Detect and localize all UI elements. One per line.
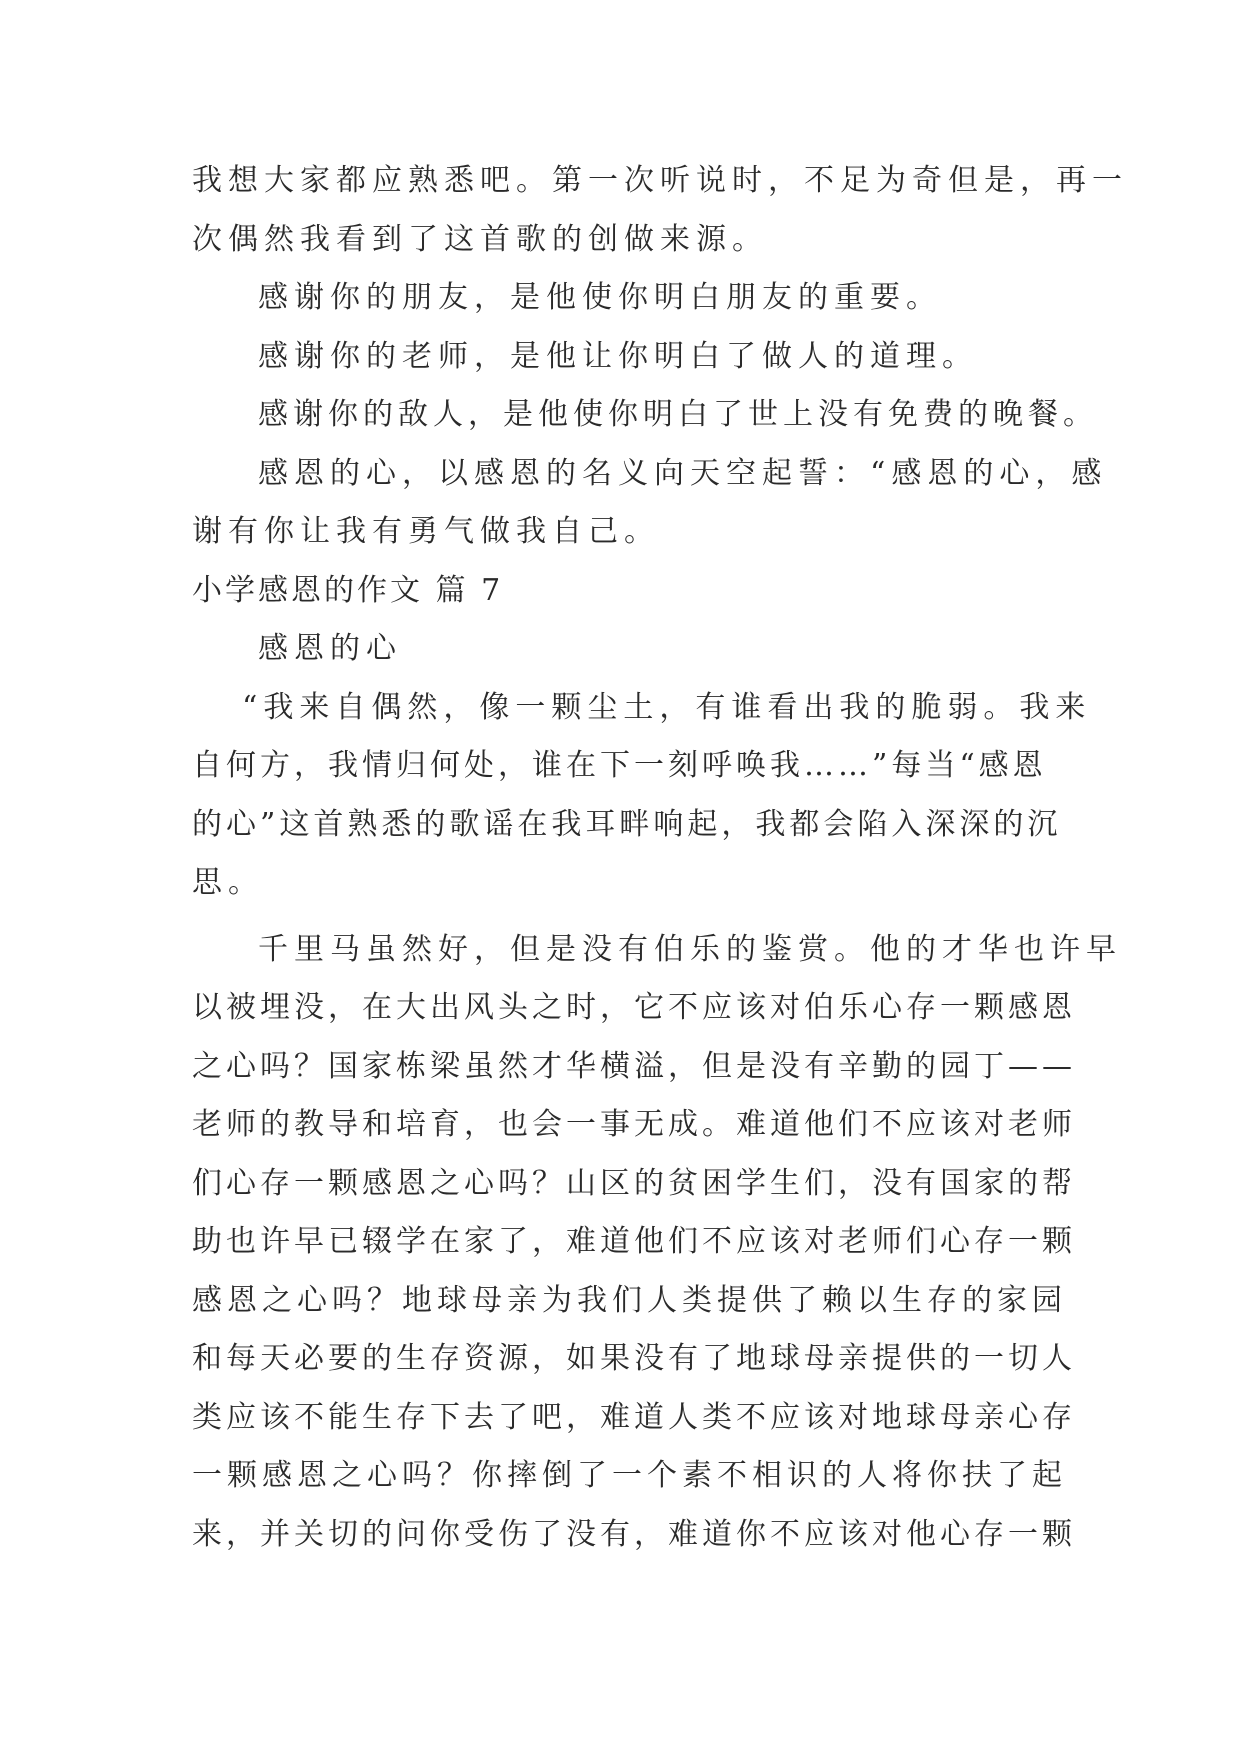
paragraph-line: 感恩之心吗？地球母亲为我们人类提供了赖以生存的家园 xyxy=(192,1282,1067,1318)
section-heading: 小学感恩的作文 篇 7 xyxy=(192,572,504,608)
paragraph-line: 的心”这首熟悉的歌谣在我耳畔响起，我都会陷入深深的沉 xyxy=(192,806,1062,842)
paragraph-line: 之心吗？国家栋梁虽然才华横溢，但是没有辛勤的园丁—— xyxy=(192,1048,1076,1084)
paragraph-line: 我想大家都应熟悉吧。第一次听说时，不足为奇但是，再一 xyxy=(192,163,1128,198)
paragraph-line: 自何方，我情归何处，谁在下一刻呼唤我……”每当“感恩 xyxy=(192,748,1047,783)
paragraph-line: 类应该不能生存下去了吧，难道人类不应该对地球母亲心存 xyxy=(192,1399,1076,1435)
paragraph-line: 助也许早已辍学在家了，难道他们不应该对老师们心存一颗 xyxy=(192,1224,1076,1259)
paragraph-line: 感恩的心，以感恩的名义向天空起誓：“感恩的心，感 xyxy=(258,455,1108,491)
paragraph-line: 千里马虽然好，但是没有伯乐的鉴赏。他的才华也许早 xyxy=(258,931,1122,967)
paragraph-line: 们心存一颗感恩之心吗？山区的贫困学生们，没有国家的帮 xyxy=(192,1165,1076,1201)
paragraph-line: 来，并关切的问你受伤了没有，难道你不应该对他心存一颗 xyxy=(192,1516,1076,1552)
paragraph-line: 和每天必要的生存资源，如果没有了地球母亲提供的一切人 xyxy=(192,1341,1076,1376)
paragraph-line: 老师的教导和培育，也会一事无成。难道他们不应该对老师 xyxy=(192,1107,1076,1142)
paragraph-line: 一颗感恩之心吗？你摔倒了一个素不相识的人将你扶了起 xyxy=(192,1458,1067,1493)
paragraph-line: 感谢你的朋友，是他使你明白朋友的重要。 xyxy=(258,280,942,315)
paragraph-line: 次偶然我看到了这首歌的创做来源。 xyxy=(192,221,768,257)
paragraph-line: “我来自偶然，像一颗尘土，有谁看出我的脆弱。我来 xyxy=(242,689,1092,725)
paragraph-line: 以被埋没，在大出风头之时，它不应该对伯乐心存一颗感恩 xyxy=(192,990,1076,1025)
document-body xyxy=(192,152,1128,1564)
paragraph-line: 感谢你的老师，是他让你明白了做人的道理。 xyxy=(258,338,978,374)
paragraph-line: 谢有你让我有勇气做我自己。 xyxy=(192,514,660,549)
paragraph-line: 思。 xyxy=(192,865,264,900)
essay-title: 感恩的心 xyxy=(258,631,402,666)
paragraph-line: 感谢你的敌人，是他使你明白了世上没有免费的晚餐。 xyxy=(258,397,1098,432)
